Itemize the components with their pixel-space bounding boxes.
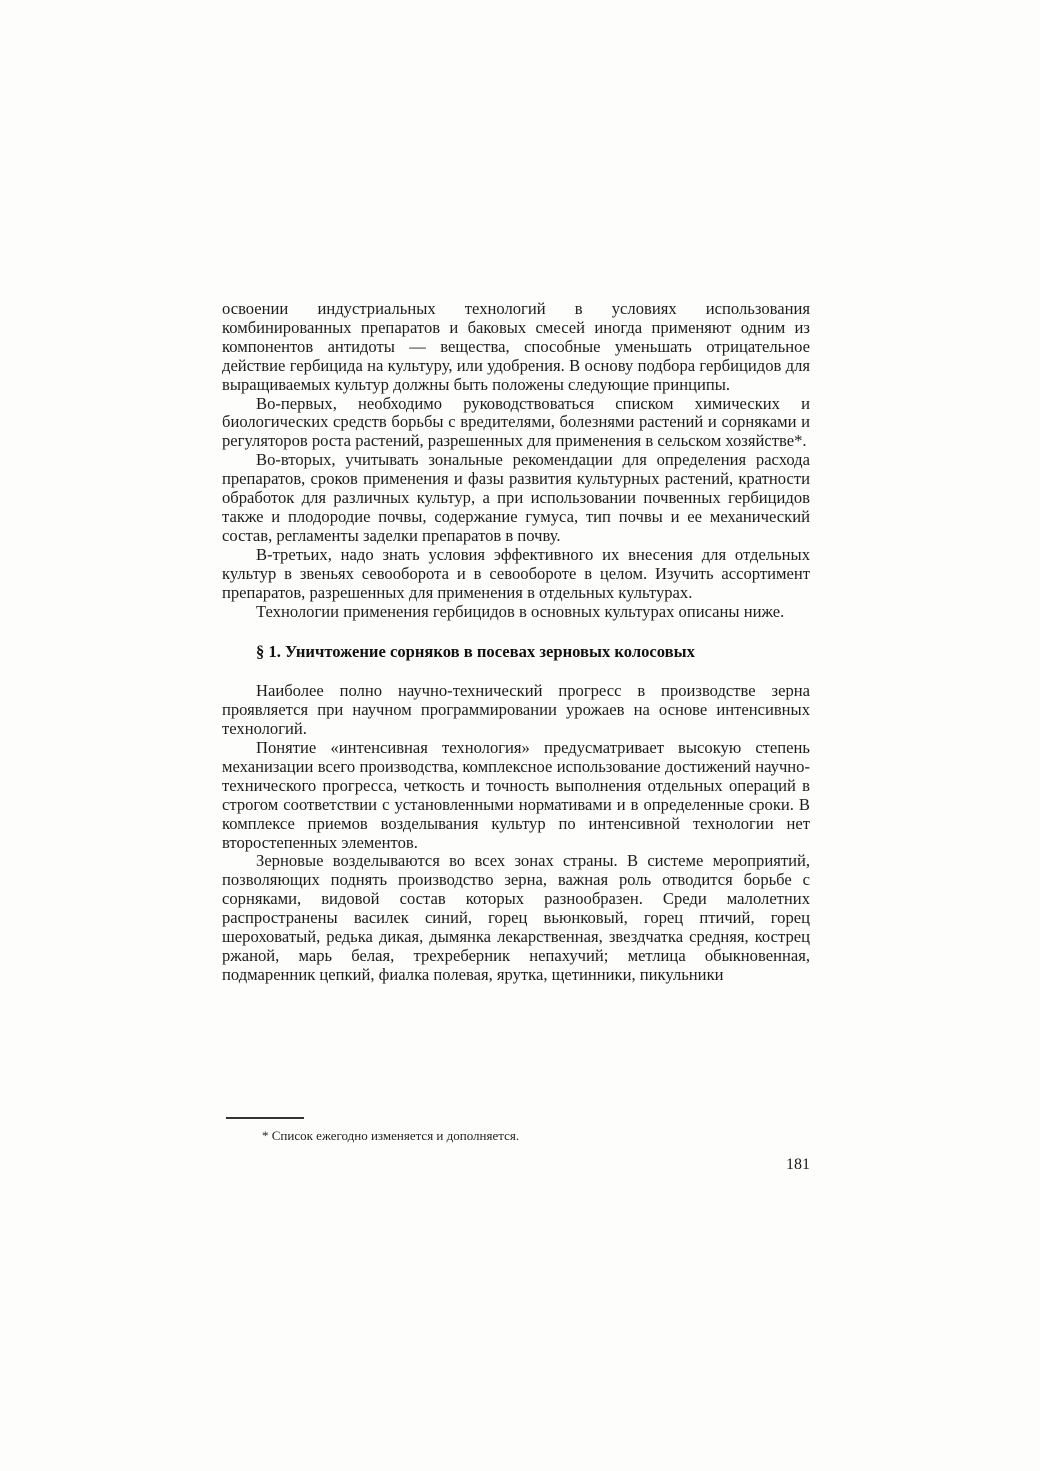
paragraph-weeds: Зерновые возделываются во всех зонах страны. В системе мероприятий, позволяющих поднять производство зерна, важная роль отводится борьбе с сорняками, видовой состав которых разнообразен. Среди малолетних распространены василек синий, горец вьюнковый, горец птичий, горец шероховатый, редька дикая, дымянка лекарственная, звездчатка средняя, кострец ржаной, марь белая, трехреберник непахучий; метлица обыкновенная, подмаренник цепкий, фиалка полевая, ярутка, щетинники, пикульники [222, 851, 810, 984]
paragraph-technologies: Технологии применения гербицидов в основных культурах описаны ниже. [256, 601, 785, 621]
paragraph-second-principle: Во-вторых, учитывать зональные рекомендации для определения расхода препаратов, сроков применения и фазы развития культурных растений, кратности обработок для различных культур, а при использовании почвенных гербицидов также и плодородие почвы, содержание гумуса, тип почвы и ее механический состав, регламенты заделки препаратов в почву. [222, 450, 810, 545]
footnote-divider [226, 1117, 304, 1119]
page-number: 181 [786, 1156, 810, 1173]
paragraph-continuation: освоении индустриальных технологий в условиях использования комбинированных препаратов и баковых смесей иногда применяют одним из компонентов антидоты — вещества, способные уменьшать отрицательное действие гербицида на культуру, или удобрения. В основу подбора гербицидов для выращиваемых культур должны быть положены следующие принципы. [222, 299, 810, 394]
paragraph-progress: Наиболее полно научно-технический прогресс в производстве зерна проявляется при научном программировании урожаев на основе интенсивных технологий. [222, 681, 810, 739]
paragraph-first-principle: Во-первых, необходимо руководствоваться списком химических и биологических средств борьбы с вредителями, болезнями растений и сорняками и регуляторов роста растений, разрешенных для применения в сельском хозяйстве*. [222, 393, 810, 451]
body-text [222, 300, 810, 985]
paragraph-third-principle: В-третьих, надо знать условия эффективного их внесения для отдельных культур в звеньях севооборота и в севообороте в целом. Изучить ассортимент препаратов, разрешенных для применения в отдельных культурах. [222, 544, 810, 602]
section-heading: § 1. Уничтожение сорняков в посевах зерновых колосовых [256, 642, 695, 662]
paragraph-intensive-technology: Понятие «интенсивная технология» предусматривает высокую степень механизации всего производства, комплексное использование достижений научно-технического прогресса, четкость и точность выполнения отдельных операций в строгом соответствии с установленными нормативами и в определенные сроки. В комплексе приемов возделывания культур по интенсивной технологии нет второстепенных элементов. [222, 738, 810, 852]
footnote: * Список ежегодно изменяется и дополняется. [262, 1128, 520, 1143]
